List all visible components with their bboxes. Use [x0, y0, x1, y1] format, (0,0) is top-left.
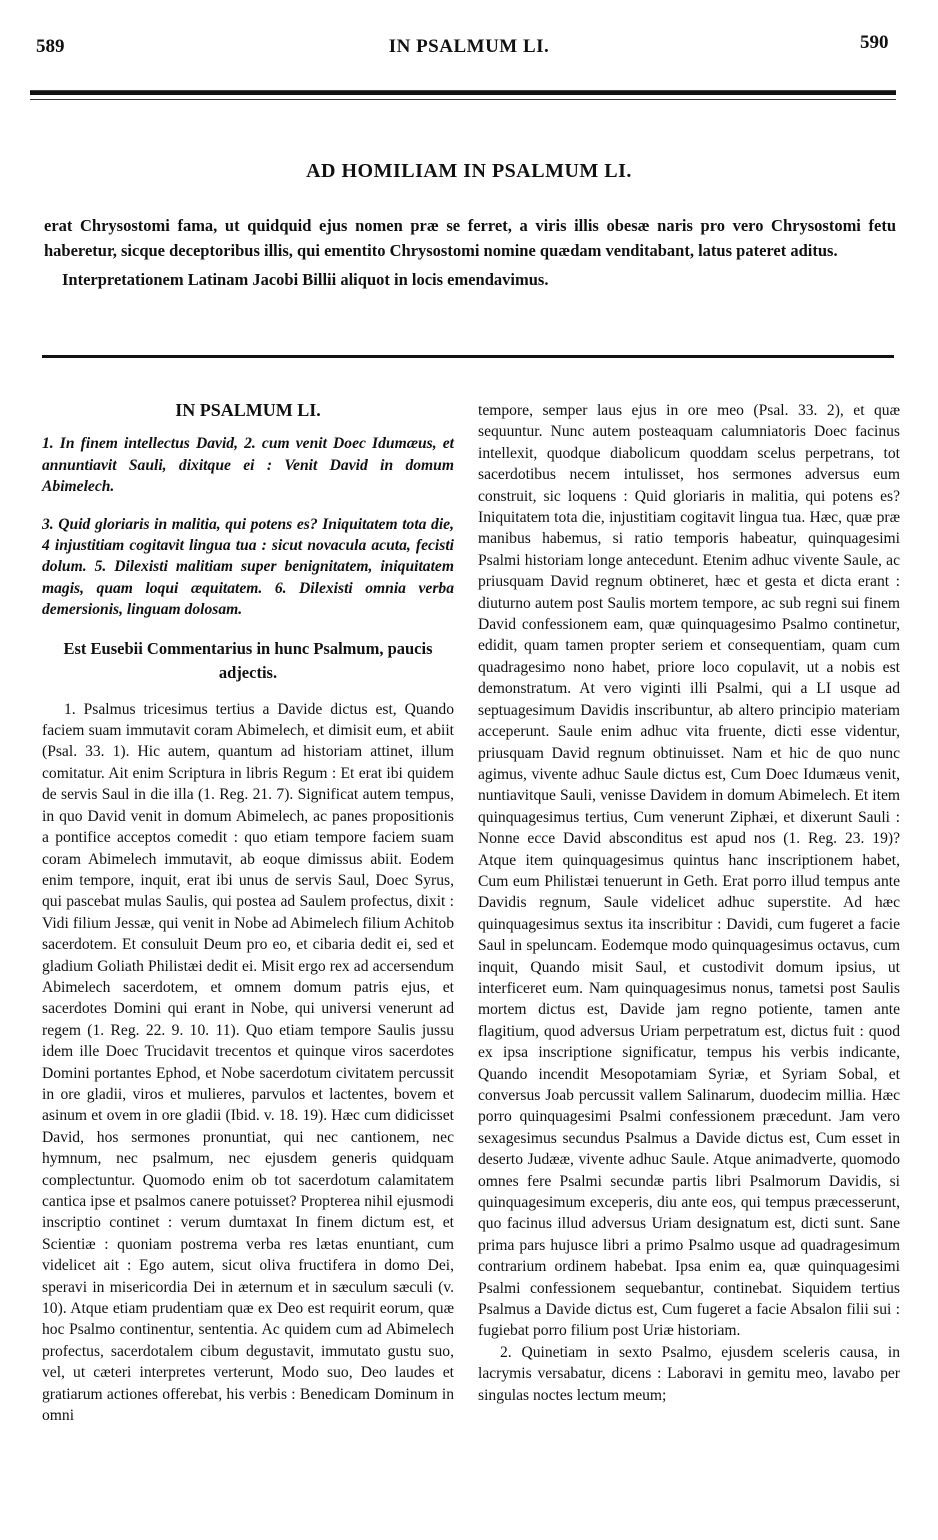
page-header: [0, 0, 938, 90]
right-column: [478, 400, 900, 1406]
psalm-verse-3: 3. Quid gloriaris in malitia, qui potens es? Iniquitatem tota die, 4 injustitiam cogitavit lingua tua : sicut novacula acuta, fecisti dolum. 5. Dilexisti malitiam super benignitatem, iniquitatem magis, quam loqui æquitatem. 6. Dilexisti omnia verba demersionis, linguam dolosam.: [42, 515, 454, 619]
intro-paragraph: erat Chrysostomi fama, ut quidquid ejus nomen præ se ferret, a viris illis obesæ naris pro vero Chrysostomi fetu haberetur, sicque deceptoribus illis, qui ementito Chrysostomi nomine quædam venditabant, latus pateret aditus.: [44, 216, 896, 260]
left-column: [42, 400, 454, 1426]
section-title: AD HOMILIAM IN PSALMUM LI.: [306, 160, 632, 182]
section-divider: [42, 355, 894, 358]
psalm-heading: IN PSALMUM LI.: [175, 400, 321, 420]
commentary-continued: tempore, semper laus ejus in ore meo (Psal. 33. 2), et quæ sequuntur. Nunc autem posteaquam calumniatoris Doec facinus intellexit, quodque diabolicum quoddam scelus perpetrans, tot sacerdotibus necem intulisset, hos sermones adversus eum construit, sic loquens : Quid gloriaris in malitia, qui potens es? Iniquitatem tota die, injustitiam cogitavit lingua tua. Hæc, quæ præ manibus habemus, si ratio temporis habeatur, quinquagesimi Psalmi historiam longe antecedunt. Etenim adhuc vivente Saule, ac priusquam David regnum obtineret, hæc et gesta et dicta erant : diuturno autem post Saulis mortem tempore, ac sub regni sui finem David confessionem eam, quæ quinquagesimo Psalmo continetur, edidit, quam tamen propter seriem et consequentiam, quam cum quadragesimo nono habet, priore loco copulavit, ut a nobis est demonstratum. At vero viginti illi Psalmi, qui a LI usque ad septuagesimum Davidis inscribuntur, ab altero principio materiam acceperunt. Saule enim adhuc vita fruente, dicti esse videntur, priusquam David regnum obtinuisset. Nam et hic de quo nunc agimus, vivente adhuc Saule dictus est, Cum Doec Idumæus venit, nuntiavitque Sauli, venisse Davidem in domum Abimelech. Et item quinquagesimus tertius, Cum venerunt Ziphæi, et dixerunt Sauli : Nonne ecce David absconditus est apud nos (1. Reg. 23. 19)? Atque item quinquagesimus quintus hanc inscriptionem habet, Cum eum Philistæi tenuerunt in Geth. Erat porro illud tempus ante Davidis regnum, Saule videlicet adhuc superstite. Ad hæc quinquagesimus sextus ita inscribitur : Davidi, cum fugeret a facie Saul in speluncam. Eodemque modo quinquagesimus octavus, cum inquit, Quando misit Saul, et custodivit domum ipsius, ut interficeret eum. Nam quinquagesimus nonus, tametsi post Saulis mortem dictus est, Davide jam regno potiente, tamen ante flagitium, quod adversus Uriam perpetratum est, dictus fuit : quod ex ipsa inscriptione significatur, tempus his verbis indicante, Quando incendit Mesopotamiam Syriæ, et Syriam Sobal, et conversus Joab percussit vallem Salinarum, duodecim millia. Hæc porro quinquagesimi Psalmi confessionem præcedunt. Jam vero sexagesimus secundus Psalmus a Davide dictus est, Cum esset in deserto Judææ, vivente adhuc Saule. Atque animadverte, quomodo omnes fere Psalmi secundæ partis libri Psalmorum Davidis, si quinquagesimum exceperis, diu ante eos, qui tempus præcesserunt, quo facinus illud adversus Uriam designatum est, dicti sunt. Sane prima pars hujusce libri a primo Psalmo usque ad quadragesimum contrarium ordinem habebat. Ipsa enim ea, quæ quinquagesimi Psalmi confessionem sequebantur, continebat. Siquidem tertius Psalmus a Davide dictus est, Cum fugeret a facie Absalon filii sui : fugiebat porro filium post Uriæ historiam.: [478, 402, 900, 1340]
page-number-left: 589: [36, 36, 65, 57]
intro-block: [44, 213, 896, 292]
header-rule: [30, 90, 896, 95]
header-rule-thin: [30, 99, 896, 100]
running-title: IN PSALMUM LI.: [388, 36, 550, 57]
commentary-heading: Est Eusebii Commentarius in hunc Psalmum, paucis adjectis.: [63, 638, 433, 682]
commentary-paragraph-2: 2. Quinetiam in sexto Psalmo, ejusdem sceleris causa, in lacrymis versabatur, dicens : Laboravi in gemitu meo, lavabo per singulas noctes lectum meum;: [478, 1343, 900, 1404]
commentary-paragraph: 1. Psalmus tricesimus tertius a Davide dictus est, Quando faciem suam immutavit coram Abimelech, et dimisit eum, et abiit (Psal. 33. 1). Hic autem, quantum ad historiam attinet, illum comitatur. Ait enim Scriptura in libris Regum : Et erat ibi quidem de servis Saul in die illa (1. Reg. 21. 7). Significat autem tempus, in quo David venit in domum Abimelech, ac panes propositionis a pontifice acceptos comedit : quo etiam tempore faciem suam coram Abimelech immutavit, ab eoque dimissus abiit. Eodem enim tempore, inquit, erat ibi unus de servis Saul, Doec Syrus, qui pascebat mulas Saulis, qui postea ad Saulem profectus, dixit : Vidi filium Jessæ, qui venit in Nobe ad Abimelech filium Achitob sacerdotem. Et consuluit Deum pro eo, et cibaria dedit ei, sed et gladium Goliath Philistæi dedit ei. Misit ergo rex ad accersendum Abimelech sacerdotem, et omnem domum patris ejus, et sacerdotes Domini qui erant in Nobe, qui universi venerunt ad regem (1. Reg. 22. 9. 10. 11). Quo etiam tempore Saulis jussu idem ille Doec Trucidavit trecentos et quinque viros sacerdotes Domini portantes Ephod, et Nobe sacerdotum civitatem percussit in ore gladii, viros et mulieres, parvulos et lactentes, bovem et asinum et ovem in ore gladii (Ibid. v. 18. 19). Hæc cum didicisset David, hos sermones pronuntiat, qui nec cantionem, nec hymnum, nec psalmum, nec ejusdem generis quidquam complectuntur. Quomodo enim ob tot sacerdotum calamitatem cantica ipse et psalmos canere potuisset? Propterea nihil ejusmodi inscriptio continet : verum dumtaxat In finem dictum est, et Scientiæ : quoniam postrema verba res lætas enuntiant, cum videlicet ait : Ego autem, sicut oliva fructifera in domo Dei, speravi in misericordia Dei in æternum et in sæculum sæculi (v. 10). Atque etiam prudentiam quæ ex Deo est requirit eorum, quæ hoc Psalmo continentur, sententia. Ac quidem cum ad Abimelech profectus, sacerdotalem cibum degustavit, immutato gustu suo, vel, ut cæteri interpretes verterunt, Modo suo, Deo laudes et gratiarum actiones offerebat, his verbis : Benedicam Dominum in omni: [42, 700, 454, 1425]
intro-note: Interpretationem Latinam Jacobi Billii aliquot in locis emendavimus.: [62, 270, 549, 289]
page-number-right: 590: [860, 32, 889, 53]
psalm-verse-1: 1. In finem intellectus David, 2. cum venit Doec Idumæus, et annuntiavit Sauli, dixitque ei : Venit David in domum Abimelech.: [42, 435, 454, 496]
